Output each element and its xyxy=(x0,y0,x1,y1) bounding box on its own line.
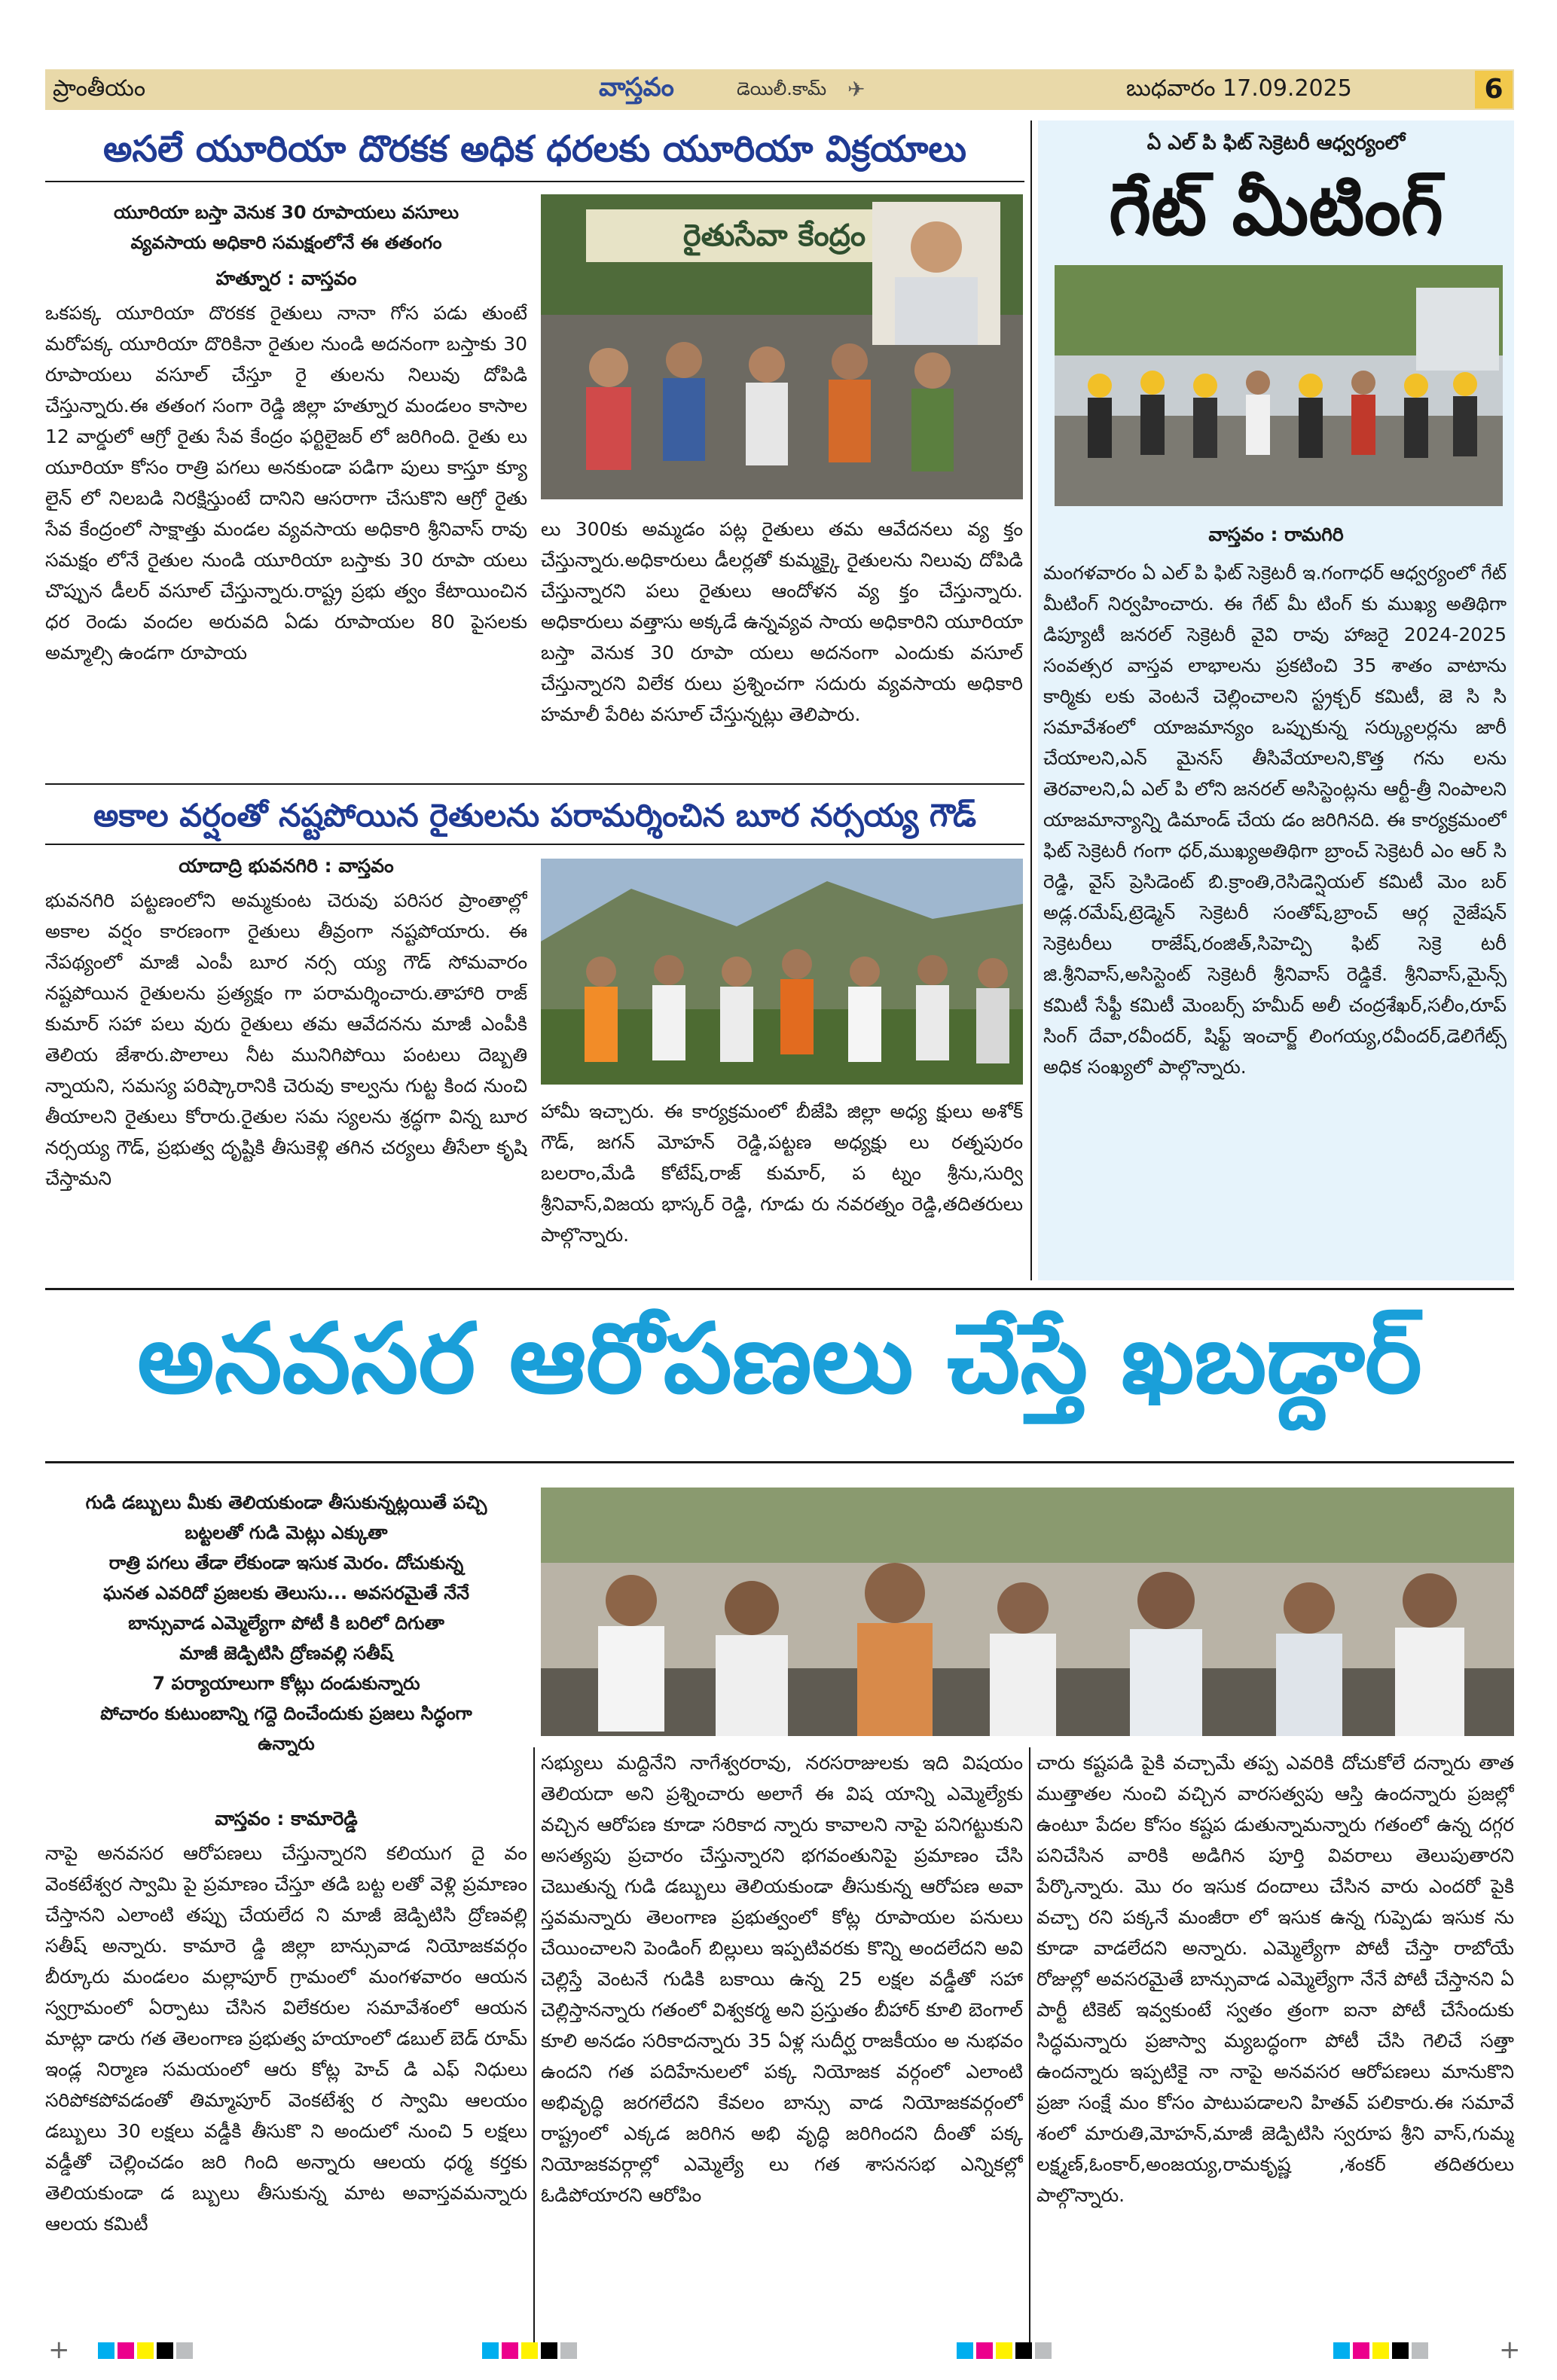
article3-column-3: చారు కష్టపడి పైకి వచ్చామే తప్ప ఎవరికి దోచుకోలే దన్నారు తాత ముత్తాతల నుంచి వచ్చిన వారసత్వపు ఆస్తి ఉందన్నారు ప్రజల్లో ఉంటూ పేదల కోసం కష్టప డుతున్నామన్నారు గతంలో ఉన్న దగ్గర పనిచేసిన వారికి అడిగిన పూర్తి వివరాలు తెలుపుతారని పేర్కొన్నారు. మొ రం ఇసుక దందాలు చేసిన వారు ఎందరో పైకి వచ్చా రని పక్కనే మంజీరా లో ఇసుక ఉన్న గుప్పెడు ఇసుక ను కూడా వాడలేదని అన్నారు. ఎమ్మెల్యేగా పోటీ చేస్తా రాబోయే రోజుల్లో అవసరమైతే బాన్సువాడ ఎమ్మెల్యేగా నేనే పోటీ చేస్తానని ఏ పార్టీ టికెట్ ఇవ్వకుంటే స్వతం త్రంగా ఐనా పోటీ చేసేందుకు సిద్ధమన్నారు ప్రజాస్వా మ్యబద్ధంగా పోటీ చేసి గెలిచే సత్తా ఉందన్నారు ఇప్పటికై నా నాపై అనవసర ఆరోపణలు మానుకొని ప్రజా సంక్షే మం కోసం పాటుపడాలని హితవ్ పలికారు.ఈ సమావే శంలో మారుతి,మోహన్,మాజీ జెడ్పిటిసి స్వరూప శ్రీని వాస్,గుమ్మ లక్ష్మణ్,ఓంకార్,అంజయ్య,రామకృష్ణ ,శంకర్ తదితరులు పాల్గొన్నారు. xyxy=(1036,1752,1514,2206)
sidebar-headline: గేట్ మీటింగ్ xyxy=(1109,167,1443,252)
article3-subhead: ఉన్నారు xyxy=(258,1733,315,1754)
gray-swatch xyxy=(560,2342,577,2359)
cyan-swatch xyxy=(98,2342,114,2359)
issue-date: బుధవారం 17.09.2025 xyxy=(1126,75,1352,102)
color-registration-bar xyxy=(957,2342,1055,2362)
divider xyxy=(45,181,1024,182)
article3-subhead: ఘనత ఎవరిదో ప్రజలకు తెలుసు... అవసరమైతే నేనే xyxy=(103,1582,469,1603)
cyan-swatch xyxy=(1333,2342,1350,2359)
page-number: 6 xyxy=(1475,71,1513,108)
brand-name: వాస్తవం xyxy=(599,72,674,102)
sidebar-photo xyxy=(1055,265,1503,506)
article3-subhead: 7 పర్యాయాలుగా కోట్లు దండుకున్నారు xyxy=(152,1673,420,1694)
sidebar-dateline: వాస్తవం : రామగిరి xyxy=(1208,523,1344,545)
article1-dateline: హత్నూర : వాస్తవం xyxy=(215,267,357,289)
crop-mark-icon: + xyxy=(1499,2335,1521,2365)
article1-column-2: లు 300కు అమ్మడం పట్ల రైతులు తమ ఆవేదనలు వ్య క్తం చేస్తున్నారు.అధికారులు డీలర్లతో కుమ్మక్కై రైతులను నిలువు దోపిడి చేస్తున్నారని పలు రైతులు ఆందోళన వ్య క్తం చేస్తున్నారు. అధికారులు వత్తాసు అక్కడే ఉన్నవ్యవ సాయ అధికారిని యూరియా బస్తా వెనుక 30 రూపా యలు అదనంగా ఎందుకు వసూల్ చేస్తున్నారని విలేక రులు ప్రశ్నించగా సదురు వ్యవసాయ అధికారి హమాలీ పేరిట వసూల్ చేస్తున్నట్లు తెలిపారు. xyxy=(541,518,1023,725)
article1-subhead: యూరియా బస్తా వెనుక 30 రూపాయలు వసూలు xyxy=(113,202,459,223)
article1-subhead: వ్యవసాయ అధికారి సమక్షంలోనే ఈ తతంగం xyxy=(130,232,442,253)
article2-dateline: యాదాద్రి భువనగిరి : వాస్తవం xyxy=(179,855,394,877)
article1-headline: అసలే యూరియా దొరకక అధిక ధరలకు యూరియా విక్రయాలు xyxy=(103,128,966,170)
color-registration-bar xyxy=(482,2342,580,2362)
cyan-swatch xyxy=(957,2342,973,2359)
yellow-swatch xyxy=(137,2342,154,2359)
article3-subhead: పోచారం కుటుంబాన్ని గద్దె దించేందుకు ప్రజలు సిద్ధంగా xyxy=(100,1703,472,1724)
article3-subhead: రాత్రి పగలు తేడా లేకుండా ఇసుక మెరం. దోచుకున్న xyxy=(108,1552,464,1573)
article2-headline: అకాల వర్షంతో నష్టపోయిన రైతులను పరామర్శించిన బూర నర్సయ్య గౌడ్ xyxy=(93,797,977,834)
section-label: ప్రాంతీయం xyxy=(53,75,146,102)
divider xyxy=(45,1288,1514,1290)
article3-subhead: గుడి డబ్బులు మీకు తెలియకుండా తీసుకున్నట్లయితే పచ్చి xyxy=(85,1492,487,1513)
article3-column-1: నాపై అనవసర ఆరోపణలు చేస్తున్నారని కలియుగ దై వం వెంకటేశ్వర స్వామి పై ప్రమాణం చేస్తూ తడి బట్ట లతో వెళ్లి ప్రమాణం చేస్తానని ఎలాంటి తప్పు చేయలేద ని మాజీ జెడ్పిటిసి ద్రోణవల్లి సతీష్ అన్నారు. కామారె డ్డి జిల్లా బాన్సువాడ నియోజకవర్గం బీర్కూరు మండలం మల్లాపూర్ గ్రామంలో మంగళవారం ఆయన స్వగ్రామంలో ఏర్పాటు చేసిన విలేకరుల సమావేశంలో ఆయన మాట్లా డారు గత తెలంగాణ ప్రభుత్వ హయాంలో డబుల్ బెడ్ రూమ్ ఇండ్ల నిర్మాణ సమయంలో ఆరు కోట్ల హెచ్ డి ఎఫ్ నిధులు సరిపోకపోవడంతో తిమ్మాపూర్ వెంకటేశ్వ ర స్వామి ఆలయం డబ్బులు 30 లక్షలు వడ్డీకి తీసుకొ ని అందులో నుంచి 5 లక్షలు వడ్డీతో చెల్లించడం జరి గింది అన్నారు ఆలయ ధర్మ కర్తకు తెలియకుండా డ బ్బులు తీసుకున్న మాట అవాస్తవమన్నారు ఆలయ కమిటీ xyxy=(45,1842,527,2235)
magenta-swatch xyxy=(976,2342,993,2359)
gray-swatch xyxy=(1412,2342,1428,2359)
magenta-swatch xyxy=(502,2342,518,2359)
yellow-swatch xyxy=(996,2342,1012,2359)
color-registration-bar xyxy=(1333,2342,1431,2362)
color-registration-bar xyxy=(98,2342,196,2362)
article1-photo xyxy=(541,194,1023,499)
sidebar-kicker: ఏ ఎల్ పి ఫిట్ సెక్రెటరీ ఆధ్వర్యంలో xyxy=(1146,132,1406,154)
black-swatch xyxy=(541,2342,557,2359)
magenta-swatch xyxy=(1353,2342,1369,2359)
column-divider xyxy=(1029,1747,1030,2342)
photo-sign-text: రైతుసేవా కేంద్రం xyxy=(682,218,866,253)
divider xyxy=(45,844,1024,845)
black-swatch xyxy=(1015,2342,1032,2359)
brand-site: డెయిలీ.కామ్ xyxy=(737,78,827,99)
divider xyxy=(45,1461,1514,1463)
article3-dateline: వాస్తవం : కామారెడ్డి xyxy=(215,1808,358,1829)
crop-mark-icon: + xyxy=(48,2335,70,2365)
black-swatch xyxy=(1392,2342,1409,2359)
article3-subhead: బట్టలతో గుడి మెట్లు ఎక్కుతా xyxy=(185,1522,388,1543)
gate-meeting-photo xyxy=(1055,265,1503,506)
gray-swatch xyxy=(1035,2342,1052,2359)
gray-swatch xyxy=(176,2342,193,2359)
cyan-swatch xyxy=(482,2342,499,2359)
divider xyxy=(45,783,1024,785)
article2-photo xyxy=(541,859,1023,1085)
yellow-swatch xyxy=(1372,2342,1389,2359)
black-swatch xyxy=(157,2342,173,2359)
article3-subhead: బాన్సువాడ ఎమ్మెల్యేగా పోటీ కి బరిలో దిగుతా xyxy=(128,1613,444,1634)
column-divider xyxy=(533,1747,535,2342)
column-divider xyxy=(1030,121,1032,1280)
bird-icon: ✈ xyxy=(847,77,866,102)
yellow-swatch xyxy=(521,2342,538,2359)
article2-column-1: భువనగిరి పట్టణంలోని అమ్మకుంట చెరువు పరిసర ప్రాంతాల్లో అకాల వర్షం కారణంగా రైతులు తీవ్రంగా నష్టపోయారు. ఈ నేపథ్యంలో మాజీ ఎంపీ బూర నర్స య్య గౌడ్ సోమవారం నష్టపోయిన రైతులను ప్రత్యక్షం గా పరామర్శించారు.తాహారి రాజ్ కుమార్ సహా పలు వురు రైతులు తమ ఆవేదనను మాజీ ఎంపీకి తెలియ జేశారు.పొలాలు నీట మునిగిపోయి పంటలు దెబ్బతి న్నాయని, సమస్య పరిష్కారానికి చెరువు కాల్వను గుట్ట కింద నుంచి తీయాలని రైతులు కోరారు.రైతుల సమ స్యలను శ్రద్ధగా విన్న బూర నర్సయ్య గౌడ్, ప్రభుత్వ దృష్టికి తీసుకెళ్లి తగిన చర్యలు తీసేలా కృషి చేస్తామని xyxy=(45,889,527,1189)
magenta-swatch xyxy=(118,2342,134,2359)
article2-column-2: హామీ ఇచ్చారు. ఈ కార్యక్రమంలో బీజేపి జిల్లా అధ్య క్షులు అశోక్ గౌడ్, జగన్ మోహన్ రెడ్డి,పట్టణ అధ్యక్షు లు రత్నపురం బలరాం,మేడి కోటేష్,రాజ్ కుమార్, ప ట్నం శ్రీను,సుర్వి శ్రీనివాస్,విజయ భాస్కర్ రెడ్డి, గూడు రు నవరత్నం రెడ్డి,తదితరులు పాల్గొన్నారు. xyxy=(541,1100,1023,1246)
article3-column-2: సభ్యులు మద్దినేని నాగేశ్వరరావు, నరసరాజులకు ఇది విషయం తెలియదా అని ప్రశ్నించారు అలాగే ఈ విష యాన్ని ఎమ్మెల్యేకు వచ్చిన ఆరోపణ కూడా సరికాద న్నారు కావాలని నాపై పనిగట్టుకుని అసత్యపు ప్రచారం చేస్తున్నారని భగవంతునిపై ప్రమాణం చేసి చెబుతున్న గుడి డబ్బులు తెలియకుండా తీసుకున్న ఆరోపణ అవా స్తవమన్నారు తెలంగాణ ప్రభుత్వంలో కోట్ల రూపాయల పనులు చేయించాలని పెండింగ్ బిల్లులు ఇప్పటివరకు కొన్ని అందలేదని అవి చెల్లిస్తే వెంటనే గుడికి బకాయి ఉన్న 25 లక్షల వడ్డీతో సహా చెల్లిస్తానన్నారు గతంలో విశ్వకర్మ అని ప్రస్తుతం బీహార్ కూలి బెంగాల్ కూలి అనడం సరికాదన్నారు 35 ఏళ్ల సుదీర్ఘ రాజకీయం అ నుభవం ఉందని గత పదిహేనులలో పక్క నియోజక వర్గంలో ఎలాంటి అభివృద్ధి జరగలేదని కేవలం బాన్సు వాడ నియోజకవర్గంలో రాష్ట్రంలో ఎక్కడ జరిగిన అభి వృద్ధి జరిగిందని దీంతో పక్క నియోజకవర్గాల్లో ఎమ్మెల్యే లు గత శాసనసభ ఎన్నికల్లో ఓడిపోయారని ఆరోపిం xyxy=(541,1752,1023,2206)
article1-column-1: ఒకపక్క యూరియా దొరకక రైతులు నానా గోస పడు తుంటే మరోపక్క యూరియా దొరికినా రైతుల నుండి అదనంగా బస్తాకు 30 రూపాయలు వసూల్ చేస్తూ రై తులను నిలువు దోపిడి చేస్తున్నారు.ఈ తతంగ సంగా రెడ్డి జిల్లా హత్నూర మండలం కాసాల 12 వార్డులో ఆగ్రో రైతు సేవ కేంద్రం ఫర్టిలైజర్ లో జరిగింది. రైతు లు యూరియా కోసం రాత్రి పగలు అనకుండా పడిగా పులు కాస్తూ క్యూ లైన్ లో నిలబడి నిరక్షిస్తుంటే దానిని ఆసరాగా చేసుకొని ఆగ్రో రైతు సేవ కేంద్రంలో సాక్షాత్తు మండల వ్యవసాయ అధికారి శ్రీనివాస్ రావు సమక్షం లోనే రైతుల నుండి యూరియా బస్తాకు 30 రూపా యలు చొప్పున డీలర్ వసూల్ చేస్తున్నారు.రాష్ట్ర ప్రభు త్వం కేటాయించిన ధర రెండు వందల అరువది ఏడు రూపాయల 80 పైసలకు అమ్మాల్సి ఉండగా రూపాయ xyxy=(45,302,527,664)
press-meet-photo xyxy=(541,1488,1514,1736)
article3-photo xyxy=(541,1488,1514,1736)
farmers-visit-photo xyxy=(541,859,1023,1085)
article3-subhead: మాజీ జెడ్పిటిసి ద్రోణవల్లి సతీష్ xyxy=(179,1643,393,1664)
article3-subheads xyxy=(45,1488,527,1759)
article3-headline: అనవసర ఆరోపణలు చేస్తే ఖబడ్దార్ xyxy=(137,1303,1422,1415)
sidebar-body: మంగళవారం ఏ ఎల్ పి ఫిట్ సెక్రెటరీ ఇ.గంగాధర్ ఆధ్వర్యంలో గేట్ మీటింగ్ నిర్వహించారు. ఈ గేట్ మీ టింగ్ కు ముఖ్య అతిథిగా డిప్యూటీ జనరల్ సెక్రెటరీ వైవి రావు హాజరై 2024-2025 సంవత్సర వాస్తవ లాభాలను ప్రకటించి 35 శాతం వాటాను కార్మికు లకు వెంటనే చెల్లించాలని స్ట్రక్చర్ కమిటీ, జె సి సి సమావేశంలో యాజమాన్యం ఒప్పుకున్న సర్క్యులర్లను జారీ చేయాలని,ఎన్ మైనస్ తీసివేయాలని,కొత్త గను లను తెరవాలని,ఏ ఎల్ పి లోని జనరల్ అసిస్టెంట్లను ఆర్టీ-త్రీ నింపాలని యాజమాన్యాన్ని డిమాండ్ చేయ డం జరిగినది. ఈ కార్యక్రమంలో ఫిట్ సెక్రెటరీ గంగా ధర్,ముఖ్యఅతిథిగా బ్రాంచ్ సెక్రెటరీ ఎం ఆర్ సి రెడ్డి, వైస్ ప్రెసిడెంట్ బి.క్రాంతి,రెసిడెన్షియల్ కమిటీ మెం బర్ అడ్ల.రమేష్,ట్రెడ్మెన్ సెక్రెటరీ సంతోష్,బ్రాంచ్ ఆర్గ నైజేషన్ సెక్రెటరీలు రాజేష్,రంజిత్,సిహెచ్పి ఫిట్ సెక్రె టరీ జి.శ్రీనివాస్,అసిస్టెంట్ సెక్రెటరీ శ్రీనివాస్ రెడ్డికే. శ్రీనివాస్,మైన్స్ కమిటీ సేఫ్టీ కమిటీ మెంబర్స్ హమీద్ అలీ చంద్రశేఖర్,సలీం,రూప్ సింగ్ దేవా,రవీందర్, షిఫ్ట్ ఇంచార్జ్ లింగయ్య,రవీందర్,డెలిగేట్స్ అధిక సంఖ్యలో పాల్గొన్నారు. xyxy=(1043,562,1507,1078)
